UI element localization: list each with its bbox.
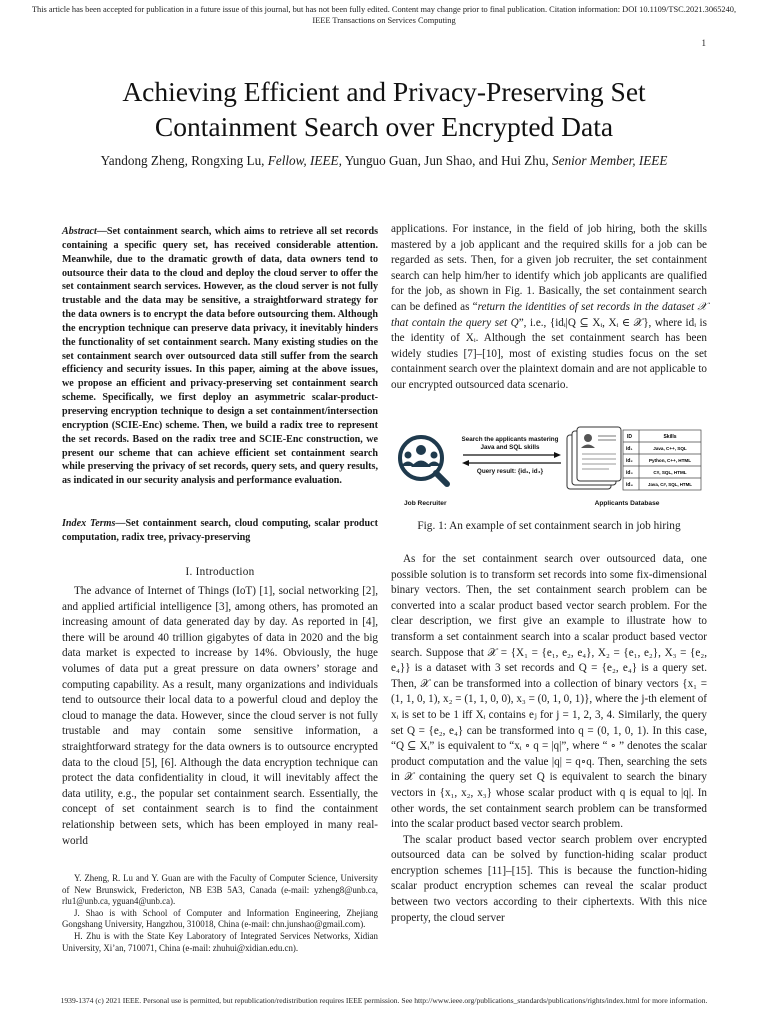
- table-row-skills: C#, SQL, HTML: [653, 470, 687, 475]
- table-header-id: ID: [627, 434, 632, 440]
- table-header-skills: Skills: [663, 434, 677, 440]
- authors-senior: Senior Member, IEEE: [552, 153, 668, 168]
- page-number: 1: [701, 38, 706, 48]
- footnote-1: Y. Zheng, R. Lu and Y. Guan are with the Faculty of Computer Science, University of New Brunswick, Fredericton, NB E3B 5A3, Canada (e-mail: yzheng8@unb.ca, rlu1@unb.ca, yguan4@unb.ca).: [62, 873, 378, 907]
- footnote-3: H. Zhu is with the State Key Laboratory of Integrated Services Networks, Xidian University, Xi’an, 710071, China (e-mail: zhuhui@xidian.edu.cn).: [62, 930, 378, 953]
- index-terms-body: —Set containment search, cloud computing, scalar product computation, radix tree, privacy-preserving: [62, 518, 378, 543]
- abstract: [62, 225, 378, 488]
- right-p1-a: applications. For instance, in the field of job hiring, both the skills mastered by a job applicant and the required skills for a job can be regarded as sets. Then, for a given job recruiter, the set containment search can help him/her to identify which job applicants are qualified for the job, as shown in Fig. 1. Basically, the set containment search can be defined as “: [391, 223, 707, 313]
- search-label-1: Search the applicants mastering: [461, 436, 559, 443]
- response-arrow: [462, 460, 561, 466]
- table-row-skills: Java, C++, SQL: [653, 446, 687, 451]
- right-p2: As for the set containment search over outsourced data, one possible solution is to transform set records into some fix-dimensional binary vectors. Then, the set containment search problem can be converted into a scalar product based vector search problem. For the clear description, we first give an example to illustrate how to transform a set containment search into a scalar product based vector search. Suppose that 𝒳 = {X₁ = {e₁, e₂, e₄}, X₂ = {e₁, e₂}, X₃ = {e₂, e₄}} is a dataset with 3 set records and Q = {e₂, e₄} is a query set. Then, 𝒳 can be transformed into a collection of binary vectors {x₁ = (1, 1, 0, 1), x₂ = (1, 1, 0, 0), x₃ = (0, 1, 0, 1)}, where the j-th element of xᵢ is set to be 1 iff Xᵢ contains eⱼ for j = 1, 2, 3, 4. Similarly, the query set Q = {e₂, e₄} can be transformed into q = (0, 1, 0, 1). In this case, “Q ⊆ Xᵢ” is equivalent to “xᵢ ∘ q = |q|”, where “ ∘ ” denotes the scalar product computation and the value |q| = q∘q. Then, searching the sets in 𝒳 containing the query set Q is equivalent to search the binary vectors in {x₁, x₂, x₃} whose scalar product with q is equal to |q|. In other words, the set containment search problem can be transformed into the scalar product based vector search problem.: [391, 553, 707, 831]
- title-line-2: Containment Search over Encrypted Data: [154, 111, 614, 142]
- index-terms-lead: Index Terms: [62, 518, 116, 529]
- intro-p1: The advance of Internet of Things (IoT) [1], social networking [2], and applied artificial intelligence [3], among others, has promoted an increasing amount of data generated day by day. As reported in [4], there will be around 40 trillion gigabytes of data in 2020 and the big data market is expected to increase by 14%. Obviously, the huge volumes of data put a great pressure on data owners’ storage and computing capability. As a result, many organizations and individuals tend to outsource their local data to a powerful cloud and deploy the cloud to manage the data. However, since the cloud server is not fully trustable and may contain some sensitive information, a straightforward strategy for the data owners is to outsource encrypted data to the cloud [5], [6]. Although the data encryption technique can protect the data confidentiality in cloud, it will inevitably affect the data utility, e.g., the popular set containment search. Essentially, the concept of set containment search is to find the containment relationship between sets, which has been employed in many real-world: [62, 585, 378, 847]
- authors-part-a: Yandong Zheng, Rongxing Lu,: [100, 153, 268, 168]
- publication-notice: This article has been accepted for publication in a future issue of this journal, but has not been fully edited. Content may change prior to final publication. Citation information: DOI 10.1109/TSC.2021.3065240, IEEE Transactions on Services Computing: [31, 5, 737, 25]
- result-label: Query result: {id₁, id₄}: [476, 468, 544, 475]
- table-row-skills: Python, C++, HTML: [648, 458, 692, 463]
- database-label: Applicants Database: [594, 500, 660, 507]
- right-paragraphs: [391, 552, 707, 926]
- author-list: [30, 152, 738, 169]
- right-p3: The scalar product based vector search problem over encrypted outsourced data can be solved by function-hiding scalar product encryption schemes [11]–[15]. This is because the function-hiding scalar product encryption schemes can reveal the scalar product between two vectors according to their ciphertexts. With this nice property, the cloud server: [391, 833, 707, 924]
- footnote-2: J. Shao is with School of Computer and Information Engineering, Zhejiang Gongshang University, Hangzhou, 310018, China (e-mail: chn.junshao@gmail.com).: [62, 907, 378, 930]
- skills-table: [623, 430, 701, 490]
- authors-fellow: Fellow, IEEE,: [267, 153, 342, 168]
- table-row-id: id₄: [626, 482, 633, 488]
- table-row-skills: Java, C#, SQL, HTML: [648, 482, 692, 487]
- abstract-body: —Set containment search, which aims to retrieve all set records containing a specific query set, has received considerable attention. Meanwhile, due to the dramatic growth of data, data owners tend to outsource their data to the cloud and deploy the cloud server to offer the set containment search services. However, as the cloud server is not fully trustable and the data may be sensitive, a straightforward strategy for the data owners is to encrypt the data before outsourcing them. Although the encryption technique can preserve data privacy, it inevitably hinders the functionality of set containment search. Many existing studies on the set containment search over outsourced data still suffer from the search efficiency and security issues. In this paper, aiming at the above issues, we propose an efficient and privacy-preserving set containment search scheme. Specifically, we first deploy an asymmetric scalar-product-preserving encryption technique to design a set containment/intersection encryption (SCIE-Enc) scheme. Then, we build a radix tree to represent the set records. Based on the radix tree and SCIE-Enc construction, we present our scheme that can achieve efficient set containment search while preserving the privacy of set records, query sets, and query results, as indicated in our security analysis and performance evaluation.: [62, 226, 378, 487]
- right-p1-b: ”, i.e., {idᵢ|Q ⊆ Xᵢ, Xᵢ ∈ 𝒳}, where idᵢ is the identity of Xᵢ. Although the set containment search has been widely studies [7]–[10], most of existing studies focus on the set containment search over the plaintext domain and are not applicable to our encrypted outsourced data scenario.: [391, 316, 707, 391]
- intro-paragraph: [62, 584, 378, 849]
- recruiter-label: Job Recruiter: [404, 500, 447, 507]
- request-arrow: [463, 452, 561, 458]
- figure-1-caption: Fig. 1: An example of set containment search in job hiring: [417, 520, 681, 532]
- section-heading: I. Introduction: [185, 566, 255, 578]
- right-p1-emphasis: return the identities of set records in the dataset 𝒳 that contain the query set Q: [391, 300, 707, 329]
- title-line-1: Achieving Efficient and Privacy-Preserving Set: [122, 76, 646, 107]
- index-terms: [62, 517, 378, 545]
- abstract-lead: Abstract: [62, 226, 97, 237]
- table-row-id: id₁: [626, 446, 633, 452]
- resume-stack-icon: [567, 427, 621, 489]
- figure-1-illustration: [391, 424, 707, 512]
- table-row-id: id₃: [626, 470, 633, 476]
- figure-1: [391, 424, 707, 512]
- table-row-id: id₂: [626, 458, 633, 464]
- search-label-2: Java and SQL skills: [480, 444, 540, 451]
- authors-part-b: Yunguo Guan, Jun Shao, and Hui Zhu,: [341, 153, 553, 168]
- paper-title: [40, 74, 728, 144]
- right-paragraph-1: [391, 222, 707, 394]
- license-footer: 1939-1374 (c) 2021 IEEE. Personal use is permitted, but republication/redistribution requires IEEE permission. See http://www.ieee.org/publications_standards/publications/rights/index.html for more information.: [60, 996, 708, 1005]
- footnotes: [62, 873, 378, 954]
- recruiter-icon: [400, 437, 447, 484]
